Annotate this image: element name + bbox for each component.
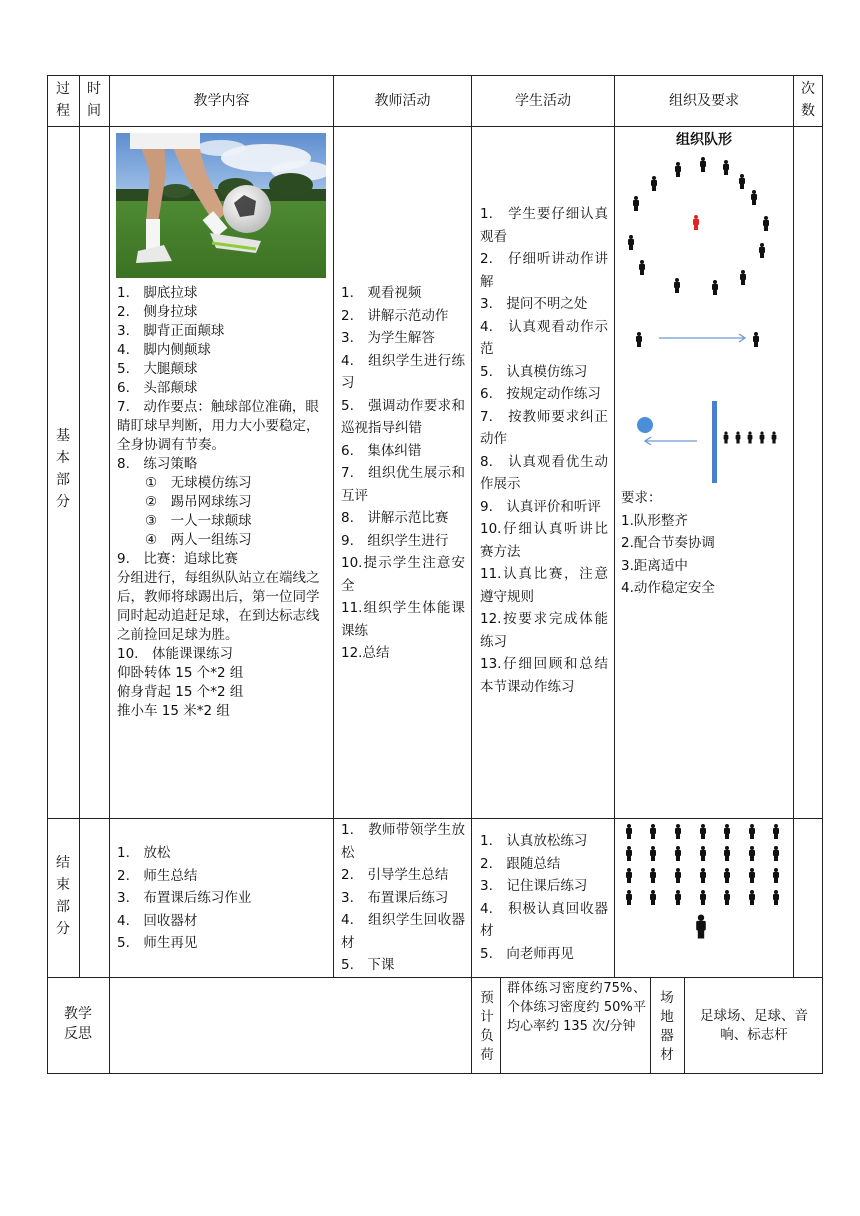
student-figure	[740, 270, 746, 285]
reflection-box	[110, 978, 471, 1073]
student-figure	[724, 824, 730, 839]
student-figure	[724, 432, 729, 444]
student-figure	[675, 824, 681, 839]
section-label-end: 结束部分	[56, 855, 70, 937]
teacher-item: 10.提示学生注意安全	[341, 555, 465, 594]
content-item: 俯身背起 15 个*2 组	[117, 684, 244, 700]
basic-content	[117, 284, 327, 721]
org-title: 组织队形	[676, 132, 732, 148]
venue-label: 场地器材	[660, 990, 674, 1063]
content-item: 4. 回收器材	[117, 912, 198, 929]
student-figure	[724, 868, 730, 883]
header-content: 教学内容	[193, 93, 250, 109]
student-figure	[751, 190, 757, 205]
student-figure	[773, 868, 779, 883]
student-figure	[636, 332, 642, 347]
teacher-item: 8. 讲解示范比赛	[341, 510, 449, 526]
content-item: 9. 比赛：追球比赛	[117, 551, 238, 567]
student-figure	[753, 332, 759, 347]
content-item: 5. 大腿颠球	[117, 361, 198, 377]
teacher-item: 4. 组织学生回收器材	[341, 912, 465, 951]
student-figure	[712, 280, 718, 295]
teacher-item: 3. 为学生解答	[341, 330, 435, 346]
student-item: 12.按要求完成体能练习	[480, 611, 608, 650]
requirement-item: 3.距离适中	[621, 557, 688, 574]
teacher-item: 5. 强调动作要求和巡视指导纠错	[341, 397, 465, 436]
student-figure	[749, 868, 755, 883]
student-figure	[749, 846, 755, 861]
end-content	[117, 842, 327, 955]
teacher-item: 12.总结	[341, 645, 390, 661]
student-item: 7. 按教师要求纠正动作	[480, 408, 608, 447]
load-label: 预计负荷	[480, 990, 494, 1063]
header-teacher: 教师活动	[374, 93, 431, 109]
strategy-item: ④ 两人一组练习	[145, 532, 252, 548]
content-item: 2. 师生总结	[117, 867, 198, 884]
student-figure	[626, 868, 632, 883]
header-student: 学生活动	[515, 93, 571, 109]
student-item: 8. 认真观看优生动作展示	[480, 453, 608, 492]
student-figure	[759, 243, 765, 258]
marker-pole	[712, 401, 717, 483]
soccer-juggling-photo	[116, 133, 326, 278]
teacher-item: 4. 组织学生进行练习	[341, 352, 465, 391]
student-figure	[626, 824, 632, 839]
end-formation-diagram	[615, 822, 793, 972]
teacher-item: 3. 布置课后练习	[341, 889, 449, 906]
content-item: 3. 布置课后练习作业	[117, 890, 252, 906]
student-figure	[675, 162, 681, 177]
header-count: 次数	[801, 81, 815, 119]
student-figure	[773, 846, 779, 861]
student-figure	[749, 824, 755, 839]
student-figure	[700, 824, 706, 839]
student-figure	[700, 846, 706, 861]
student-figure	[763, 216, 769, 231]
end-student-activities	[480, 830, 608, 965]
teacher-item: 6. 集体纠错	[341, 442, 422, 459]
student-item: 1. 学生要仔细认真观看	[480, 206, 608, 245]
teacher-item: 1. 教师带领学生放松	[341, 822, 465, 861]
chase-game-diagram	[615, 395, 793, 490]
student-figure	[650, 868, 656, 883]
student-item: 2. 跟随总结	[480, 855, 561, 872]
basic-teacher-activities	[341, 282, 465, 665]
student-figure	[700, 868, 706, 883]
venue-text: 足球场、足球、音响、标志杆	[700, 1008, 808, 1043]
student-figure	[675, 846, 681, 861]
student-item: 3. 记住课后练习	[480, 878, 588, 894]
content-item: 2. 侧身拉球	[117, 304, 198, 320]
strategy-item: ② 踢吊网球练习	[145, 494, 252, 510]
header-organization: 组织及要求	[669, 93, 739, 109]
load-text: 群体练习密度约75%、个体练习密度约 50%平均心率约 135 次/分钟	[507, 981, 646, 1034]
content-item: 10. 体能课课练习	[117, 646, 233, 662]
student-figure	[749, 890, 755, 905]
student-figure	[675, 868, 681, 883]
strategy-item: ① 无球模仿练习	[145, 475, 252, 491]
student-figure	[700, 890, 706, 905]
student-figure	[633, 196, 639, 211]
student-item: 2. 仔细听讲动作讲解	[480, 251, 608, 290]
student-figure	[674, 278, 680, 293]
header-time: 时间	[87, 81, 101, 119]
teacher-item: 9. 组织学生进行	[341, 532, 449, 549]
requirement-item: 1.队形整齐	[621, 512, 688, 529]
content-item: 6. 头部颠球	[117, 380, 198, 396]
student-figure	[773, 890, 779, 905]
student-item: 3. 提问不明之处	[480, 296, 588, 312]
student-item: 6. 按规定动作练习	[480, 386, 601, 402]
strategy-item: ③ 一人一球颠球	[145, 513, 252, 529]
requirement-item: 4.动作稳定安全	[621, 580, 715, 596]
student-figure	[650, 846, 656, 861]
end-teacher-activities	[341, 819, 465, 977]
requirements-title: 要求：	[621, 490, 662, 506]
student-figure	[739, 174, 745, 189]
basic-student-activities	[480, 203, 608, 698]
student-item: 5. 向老师再见	[480, 945, 574, 962]
student-item: 5. 认真模仿练习	[480, 363, 588, 380]
teacher-item: 1. 观看视频	[341, 285, 422, 301]
content-item: 4. 脚内侧颠球	[117, 342, 211, 358]
pair-practice-diagram	[615, 325, 793, 355]
student-figure	[650, 824, 656, 839]
student-item: 13.仔细回顾和总结本节课动作练习	[480, 656, 608, 695]
requirement-item: 2.配合节奏协调	[621, 535, 715, 551]
header-process: 过程	[56, 81, 70, 119]
content-item: 1. 放松	[117, 845, 171, 861]
student-figure	[628, 235, 634, 250]
ball-icon	[637, 417, 653, 433]
student-figure	[626, 890, 632, 905]
content-item: 1. 脚底拉球	[117, 285, 198, 301]
student-item: 9. 认真评价和听评	[480, 498, 601, 515]
org-requirements	[621, 487, 789, 600]
section-label-basic: 基本部分	[56, 428, 70, 510]
teacher-item: 2. 引导学生总结	[341, 867, 449, 883]
student-figure	[736, 432, 741, 444]
teacher-item: 2. 讲解示范动作	[341, 307, 449, 324]
student-figure	[650, 890, 656, 905]
student-figure	[748, 432, 753, 444]
reflection-label: 教学反思	[64, 1006, 92, 1042]
student-figure	[639, 260, 645, 275]
teacher-figure	[696, 915, 706, 939]
left-arrow-icon	[641, 435, 701, 447]
student-figure	[651, 176, 657, 191]
teacher-item: 11.组织学生体能课课练	[341, 600, 465, 639]
student-figure	[724, 890, 730, 905]
teacher-item: 7. 组织优生展示和互评	[341, 465, 465, 504]
content-item: 仰卧转体 15 个*2 组	[117, 665, 244, 681]
content-item: 分组进行，每组纵队站立在端线之后，教师将球踢出后，第一位同学同时起动追赶足球，在到达标志线之前捡回足球为胜。	[117, 570, 320, 643]
student-figure	[675, 890, 681, 905]
right-arrow-icon	[655, 332, 750, 344]
student-item: 1. 认真放松练习	[480, 833, 588, 849]
student-figure	[772, 432, 777, 444]
circle-formation-diagram	[615, 150, 793, 300]
teacher-item: 5. 下课	[341, 957, 395, 973]
student-figure	[773, 824, 779, 839]
student-figure	[724, 846, 730, 861]
student-item: 4. 认真观看动作示范	[480, 318, 608, 357]
student-item: 4. 积极认真回收器材	[480, 900, 608, 939]
student-figure	[760, 432, 765, 444]
content-item: 7. 动作要点：触球部位准确，眼睛盯球早判断，用力大小要稳定，全身协调有节奏。	[117, 399, 320, 453]
content-item: 推小车 15 米*2 组	[117, 703, 230, 719]
content-item: 3. 脚背正面颠球	[117, 323, 225, 339]
student-item: 11.认真比赛，注意遵守规则	[480, 566, 608, 605]
content-item: 5. 师生再见	[117, 935, 198, 951]
content-item: 8. 练习策略	[117, 456, 198, 472]
student-figure	[700, 157, 706, 172]
student-figure	[626, 846, 632, 861]
student-figure	[723, 160, 729, 175]
teacher-figure	[693, 215, 699, 230]
student-item: 10.仔细认真听讲比赛方法	[480, 521, 608, 560]
